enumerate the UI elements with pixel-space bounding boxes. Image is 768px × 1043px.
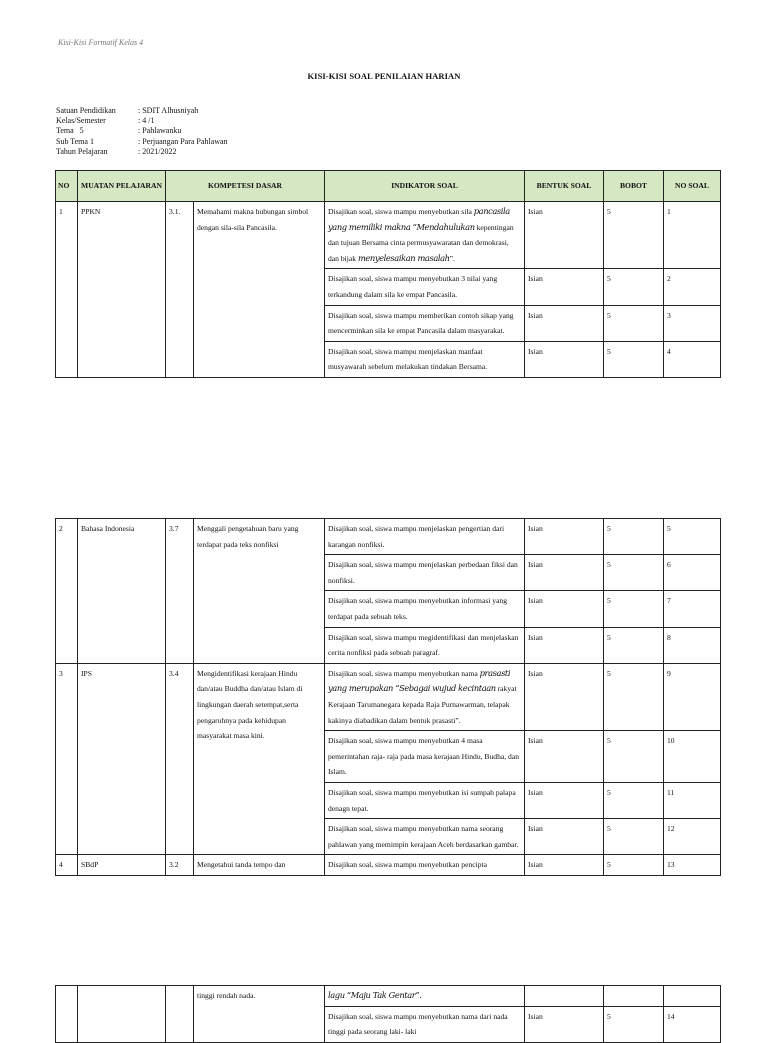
cell-bentuk: Isian [525,855,604,876]
cell-no-soal: 7 [664,591,721,627]
cell-indikator: Disajikan soal, siswa mampu menyebutkan 3 nilai yang terkandung dalam sila ke empat Pancasila. [325,269,525,305]
cell-bentuk: Isian [525,663,604,730]
header-kompetensi: KOMPETESI DASAR [166,171,325,202]
cell-no-soal: 14 [664,1006,721,1042]
cell-bentuk: Isian [525,731,604,783]
cell-bobot: 5 [604,663,664,730]
cell-indikator: Disajikan soal, siswa mampu menyebutkan nama seorang pahlawan yang memimpin kerajaan Aceh berdasarkan gambar. [325,819,525,855]
cell-bobot: 5 [604,627,664,663]
cell-no-soal: 1 [664,202,721,269]
cell-bentuk: Isian [525,269,604,305]
cell-bobot: 5 [604,269,664,305]
cell-no-soal: 5 [664,519,721,555]
table-row [56,202,721,269]
cell-no-soal: 13 [664,855,721,876]
info-value: : 2021/2022 [138,146,177,156]
cell-indikator: Disajikan soal, siswa mampu memberikan contoh sikap yang mencerminkan sila ke empat Pancasila dalam masyarakat. [325,305,525,341]
indikator-text: ”. [449,253,455,263]
cell-bobot: 5 [604,555,664,591]
cell-no-soal: 2 [664,269,721,305]
header-bentuk: BENTUK SOAL [525,171,604,202]
cell-kd-no: 3.1. [166,202,194,378]
cell-indikator: Disajikan soal, siswa mampu megidentifikasi dan menjelaskan cerita nonfiksi pada sebuah paragraf. [325,627,525,663]
cell-kd-no: 3.2 [166,855,194,876]
cell-no-soal: 10 [664,731,721,783]
indikator-text: rakyat Kerajaan Tarumanegara kepada Raja Purnawarman, telapak kakinya diabadikan dalam bentuk prasasti”. [328,684,517,725]
table-header-row [56,171,721,202]
cell-kd: Menggali pengetahuan baru yang terdapat pada teks nonfiksi [194,519,325,664]
cell-bentuk: Isian [525,591,604,627]
table-row [56,663,721,730]
cell-no-soal: 12 [664,819,721,855]
cell-kd-no: 3.4 [166,663,194,855]
cell-bobot: 5 [604,782,664,818]
info-label: Satuan Pendidikan [56,106,116,115]
cell-kd: Mengetahui tanda tempo dan [194,855,325,876]
cell-no-soal: 9 [664,663,721,730]
cell-bentuk: Isian [525,519,604,555]
indikator-text-handwritten: prasasti yang merupakan “Sebagai wujud kecintaan [328,667,511,694]
cell-bobot [604,986,664,1007]
info-value: : SDIT Alhusniyah [138,106,199,115]
cell-kd: Memahami makna hubungan simbol dengan sila-sila Pancasila. [194,202,325,378]
info-label: Sub Tema 1 [56,136,94,146]
cell-no: 2 [56,519,78,664]
cell-bentuk [525,986,604,1007]
cell-bobot: 5 [604,855,664,876]
cell-bobot: 5 [604,731,664,783]
kisi-kisi-table-page3 [55,985,721,1043]
cell-no: 1 [56,202,78,378]
cell-no-soal: 6 [664,555,721,591]
cell-bobot: 5 [604,519,664,555]
cell-bentuk: Isian [525,782,604,818]
cell-bobot: 5 [604,341,664,377]
info-value: : 4 /1 [138,116,155,126]
info-row-tema [56,126,228,136]
info-row-satuan [56,106,228,116]
header-no: NO [56,171,78,202]
cell-indikator: Disajikan soal, siswa mampu menyebutkan isi sumpah palapa denagn tepat. [325,782,525,818]
header-bobot: BOBOT [604,171,664,202]
info-label: Tahun Pelajaran [56,146,108,156]
cell-no-soal: 8 [664,627,721,663]
cell-bentuk: Isian [525,1006,604,1042]
cell-bentuk: Isian [525,627,604,663]
cell-mapel: IPS [78,663,166,855]
cell-no-soal: 3 [664,305,721,341]
cell-indikator [325,986,525,1007]
cell-indikator [325,202,525,269]
table-row [56,986,721,1007]
info-value: : Perjuangan Para Pahlawan [138,136,228,146]
cell-bentuk: Isian [525,305,604,341]
info-row-tahun [56,147,228,157]
kisi-kisi-table-page1 [55,170,721,378]
cell-kd: Mengidentifikasi kerajaan Hindu dan/atau Buddha dan/atau Islam di lingkungan daerah setempat,serta pengaruhnya pada kehidupan masyarakat masa kini. [194,663,325,855]
cell-kd-no: 3.7 [166,519,194,664]
cell-bentuk: Isian [525,202,604,269]
cell-indikator: Disajikan soal, siswa mampu menyebutkan informasi yang terdapat pada sebuah teks. [325,591,525,627]
indikator-text: Disajikan soal, siswa mampu menyebutkan sila [328,207,474,216]
indikator-text: kepentingan dan tujuan Bersama cinta permusyawaratan dan demokrasi, dan bijak [328,222,514,263]
cell-no-soal: 11 [664,782,721,818]
cell-kd-no [166,986,194,1043]
cell-no [56,986,78,1043]
info-row-subtema [56,137,228,147]
page-header-note: Kisi-Kisi Formatif Kelas 4 [58,38,144,47]
header-indikator: INDIKATOR SOAL [325,171,525,202]
info-value: : Pahlawanku [138,126,182,136]
cell-indikator: Disajikan soal, siswa mampu menyebutkan 4 masa pemerintahan raja- raja pada masa kerajaan Hindu, Budha, dan Islam. [325,731,525,783]
indikator-text-handwritten: pancasila yang memiliki makna “Mendahulukan [328,206,510,232]
info-row-kelas [56,116,228,126]
cell-kd: tinggi rendah nada. [194,986,325,1043]
indikator-text-handwritten: menyelesaikan masalah [357,252,450,263]
cell-no: 4 [56,855,78,876]
info-label: Tema 5 [56,126,84,136]
table-row [56,855,721,876]
cell-mapel: Bahasa Indonesia [78,519,166,664]
cell-indikator: Disajikan soal, siswa mampu menjelaskan manfaat musyawarah sebelum melakukan tindakan Bersama. [325,341,525,377]
indikator-text: Disajikan soal, siswa mampu menyebutkan nama [328,668,480,678]
info-label: Kelas/Semester [56,116,106,126]
cell-indikator: Disajikan soal, siswa mampu menyebutkan nama dari nada tinggi pada seorang laki- laki [325,1006,525,1042]
cell-no-soal [664,986,721,1007]
cell-indikator: Disajikan soal, siswa mampu menjelaskan pengertian dari karangan nonfiksi. [325,519,525,555]
cell-mapel [78,986,166,1043]
cell-indikator: Disajikan soal, siswa mampu menyebutkan pencipta [325,855,525,876]
cell-indikator: Disajikan soal, siswa mampu menjelaskan perbedaan fiksi dan nonfiksi. [325,555,525,591]
document-title: KISI-KISI SOAL PENILAIAN HARIAN [307,71,461,81]
table-row [56,519,721,555]
cell-indikator [325,663,525,730]
cell-bobot: 5 [604,591,664,627]
cell-bobot: 5 [604,305,664,341]
header-muatan: MUATAN PELAJARAN [78,171,166,202]
cell-bobot: 5 [604,202,664,269]
cell-no: 3 [56,663,78,855]
cell-bobot: 5 [604,1006,664,1042]
cell-bentuk: Isian [525,341,604,377]
indikator-text-handwritten: lagu “Maju Tak Gentar”. [328,990,422,1000]
kisi-kisi-table-page2 [55,518,721,876]
cell-no-soal: 4 [664,341,721,377]
cell-mapel: SBdP [78,855,166,876]
cell-bobot: 5 [604,819,664,855]
cell-bentuk: Isian [525,819,604,855]
document-info [56,106,228,157]
cell-bentuk: Isian [525,555,604,591]
header-no-soal: NO SOAL [664,171,721,202]
cell-mapel: PPKN [78,202,166,378]
